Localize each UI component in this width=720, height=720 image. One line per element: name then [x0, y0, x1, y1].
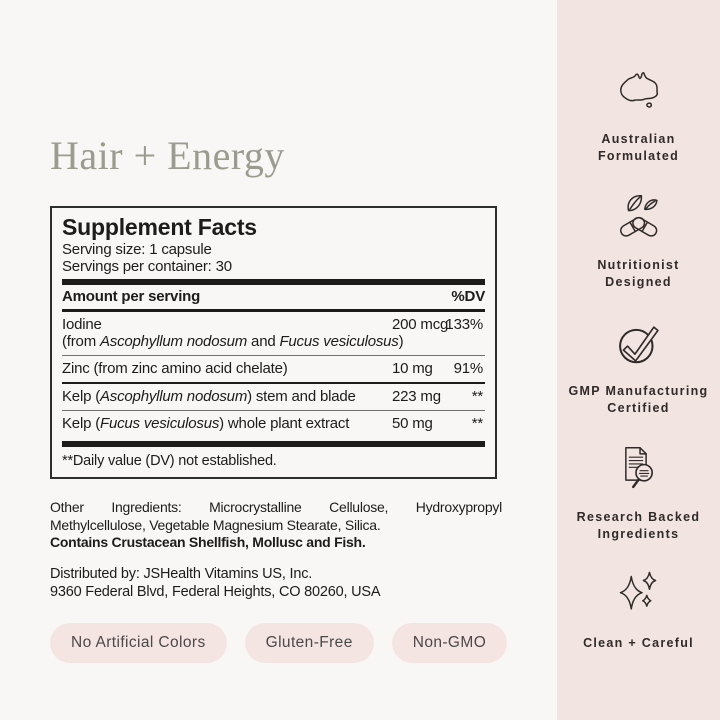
label-line: Ingredients [597, 527, 680, 541]
nutrient-dv: 133% [445, 316, 483, 333]
label-line: Clean + Careful [583, 636, 694, 650]
supplement-facts-heading: Supplement Facts [62, 214, 257, 240]
label-line: Nutritionist [597, 258, 680, 272]
dv-footnote: **Daily value (DV) not established. [62, 453, 277, 469]
badge-no-artificial-colors: No Artificial Colors [50, 623, 227, 663]
nutrient-name-text: ) whole plant extract [219, 415, 350, 432]
other-ingredients-text: Other Ingredients: Microcrystalline Cellulose, Hydroxypropyl Methylcellulose, Vegetable Magnesium Stearate, Silica. [50, 499, 502, 533]
badge-non-gmo: Non-GMO [392, 623, 507, 663]
latin-name: Ascophyllum nodosum [100, 388, 248, 405]
label-line: Research Backed [576, 510, 701, 524]
sidebar-item-australian-formulated [598, 62, 679, 165]
distributor-block [50, 565, 557, 601]
facts-column-header-row [62, 285, 485, 312]
nutrient-amount: 223 mg [392, 388, 441, 405]
australia-icon [612, 62, 666, 118]
supplement-facts-panel [50, 206, 497, 479]
check-circle-icon [612, 314, 666, 370]
nutrient-name-line1: Iodine [62, 316, 102, 333]
nutrient-name: Zinc (from zinc amino acid chelate) [62, 360, 288, 377]
nutrient-amount: 200 mcg [392, 316, 449, 333]
sidebar-item-gmp-certified [569, 314, 709, 417]
nutrient-name-text: Kelp ( [62, 415, 100, 432]
document-magnifier-icon [611, 440, 665, 496]
product-title: Hair + Energy [50, 133, 285, 178]
sidebar-item-label [583, 635, 694, 652]
nutrient-source-text: and [247, 333, 280, 350]
feature-sidebar [557, 0, 720, 720]
label-line: GMP Manufacturing [568, 384, 709, 398]
sidebar-item-label [597, 257, 679, 291]
label-line: Australian [601, 132, 676, 146]
label-line: Certified [607, 401, 670, 415]
sidebar-item-label [598, 131, 679, 165]
nutrient-amount: 50 mg [392, 415, 433, 432]
sidebar-item-label [577, 509, 701, 543]
nutrient-row-kelp-fucus [62, 411, 485, 437]
nutrient-dv: 91% [453, 360, 483, 377]
sidebar-item-clean-careful [583, 566, 694, 652]
serving-size-text: Serving size: 1 capsule [62, 241, 212, 258]
capsules-leaves-icon [611, 188, 665, 244]
sidebar-item-nutritionist-designed [597, 188, 679, 291]
nutrient-name-text: ) stem and blade [247, 388, 356, 405]
label-line: Designed [605, 275, 672, 289]
distributor-line2: 9360 Federal Blvd, Federal Heights, CO 80260, USA [50, 583, 381, 600]
sidebar-item-research-backed [577, 440, 701, 543]
nutrient-amount: 10 mg [392, 360, 433, 377]
latin-name: Fucus vesiculosus [100, 415, 220, 432]
dv-header: %DV [451, 288, 485, 305]
distributor-line1: Distributed by: JSHealth Vitamins US, Inc. [50, 565, 313, 582]
latin-name: Ascophyllum nodosum [99, 333, 248, 350]
nutrient-dv: ** [471, 388, 483, 405]
badge-gluten-free: Gluten-Free [245, 623, 374, 663]
amount-per-serving-header: Amount per serving [62, 288, 201, 305]
label-line: Formulated [597, 149, 680, 163]
nutrient-name-text: Kelp ( [62, 388, 100, 405]
latin-name: Fucus vesiculosus [279, 333, 399, 350]
nutrient-source-text: ) [398, 333, 404, 350]
nutrient-source-text: (from [62, 333, 100, 350]
allergen-contains-text: Contains Crustacean Shellfish, Mollusc and Fish. [50, 534, 366, 550]
nutrient-dv: ** [471, 415, 483, 432]
sparkles-icon [611, 566, 665, 622]
claim-badges-row [50, 623, 557, 663]
servings-per-container-text: Servings per container: 30 [62, 258, 232, 275]
nutrient-row-zinc [62, 356, 485, 384]
nutrient-row-kelp-ascophyllum [62, 384, 485, 411]
nutrient-row-iodine [62, 312, 485, 356]
sidebar-item-label [569, 383, 709, 417]
